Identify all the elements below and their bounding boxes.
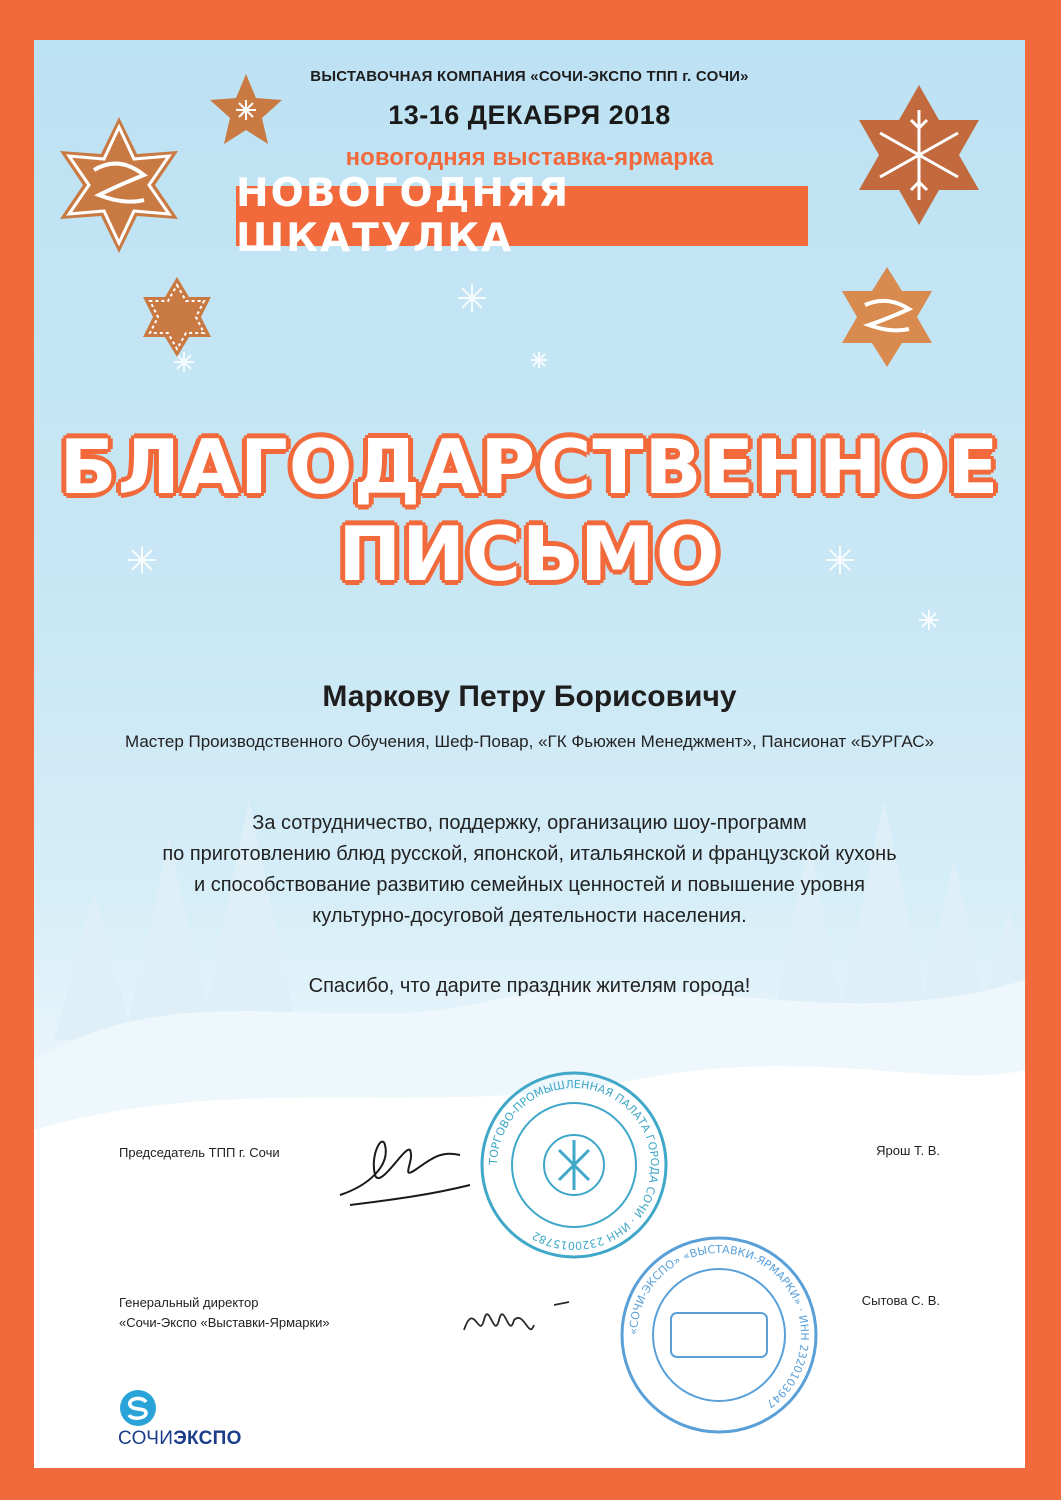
signatory-name: Ярош Т. В. (876, 1143, 940, 1158)
stamp-text: «СОЧИ-ЭКСПО» «ВЫСТАВКИ-ЯРМАРКИ» · ИНН 2320103947 (626, 1242, 812, 1411)
organizer-line: ВЫСТАВОЧНАЯ КОМПАНИЯ «СОЧИ-ЭКСПО ТПП г. СОЧИ» (310, 68, 749, 85)
signatory-name: Сытова С. В. (861, 1293, 940, 1308)
gingerbread-star-icon (832, 262, 942, 372)
logo-text-regular: СОЧИ (118, 1428, 174, 1449)
event-name: НОВОГОДНЯЯ ШКАТУЛКА (236, 171, 571, 261)
body-line: по приготовлению блюд русской, японской, итальянской и французской кухонь (162, 843, 897, 865)
gingerbread-star-icon (132, 272, 222, 362)
letter-body (34, 808, 1025, 932)
signatory-title (119, 1143, 280, 1163)
letter-title-line1: БЛАГОДАРСТВЕННОЕ (59, 423, 1000, 511)
recipient-position: Мастер Производственного Обучения, Шеф-Повар, «ГК Фьюжен Менеджмент», Пансионат «БУРГАС» (124, 732, 935, 751)
body-line: и способствование развитию семейных ценностей и повышение уровня (193, 874, 865, 896)
signatory-title-line: Председатель ТПП г. Сочи (119, 1145, 280, 1160)
sochi-expo-logo-text (118, 1428, 242, 1450)
stamp-text: ТОРГОВО-ПРОМЫШЛЕННАЯ ПАЛАТА ГОРОДА СОЧИ · ИНН 2320015782 (486, 1077, 662, 1253)
organization-stamp (614, 1230, 824, 1440)
body-line: культурно-досуговой деятельности населения. (312, 905, 747, 927)
signature-image (454, 1290, 574, 1350)
signatory-title-line: Генеральный директор (119, 1295, 259, 1310)
letter-title-line2: ПИСЬМО (338, 510, 721, 598)
recipient-name: Маркову Петру Борисовичу (322, 680, 737, 713)
gingerbread-star-icon (44, 110, 194, 260)
logo-text-bold: ЭКСПО (173, 1428, 242, 1449)
event-type: новогодняя выставка-ярмарка (345, 144, 714, 171)
sochi-expo-logo-icon (118, 1388, 158, 1428)
body-line: За сотрудничество, поддержку, организацию шоу-программ (252, 812, 807, 834)
event-dates: 13-16 ДЕКАБРЯ 2018 (388, 100, 671, 130)
certificate-background (34, 40, 1025, 1468)
signatory-title (119, 1293, 330, 1333)
signature-image (330, 1125, 480, 1215)
event-name-banner (236, 171, 808, 261)
signatory-title-line: «Сочи-Экспо «Выставки-Ярмарки» (119, 1315, 330, 1330)
closing-line: Спасибо, что дарите праздник жителям города! (308, 975, 751, 997)
